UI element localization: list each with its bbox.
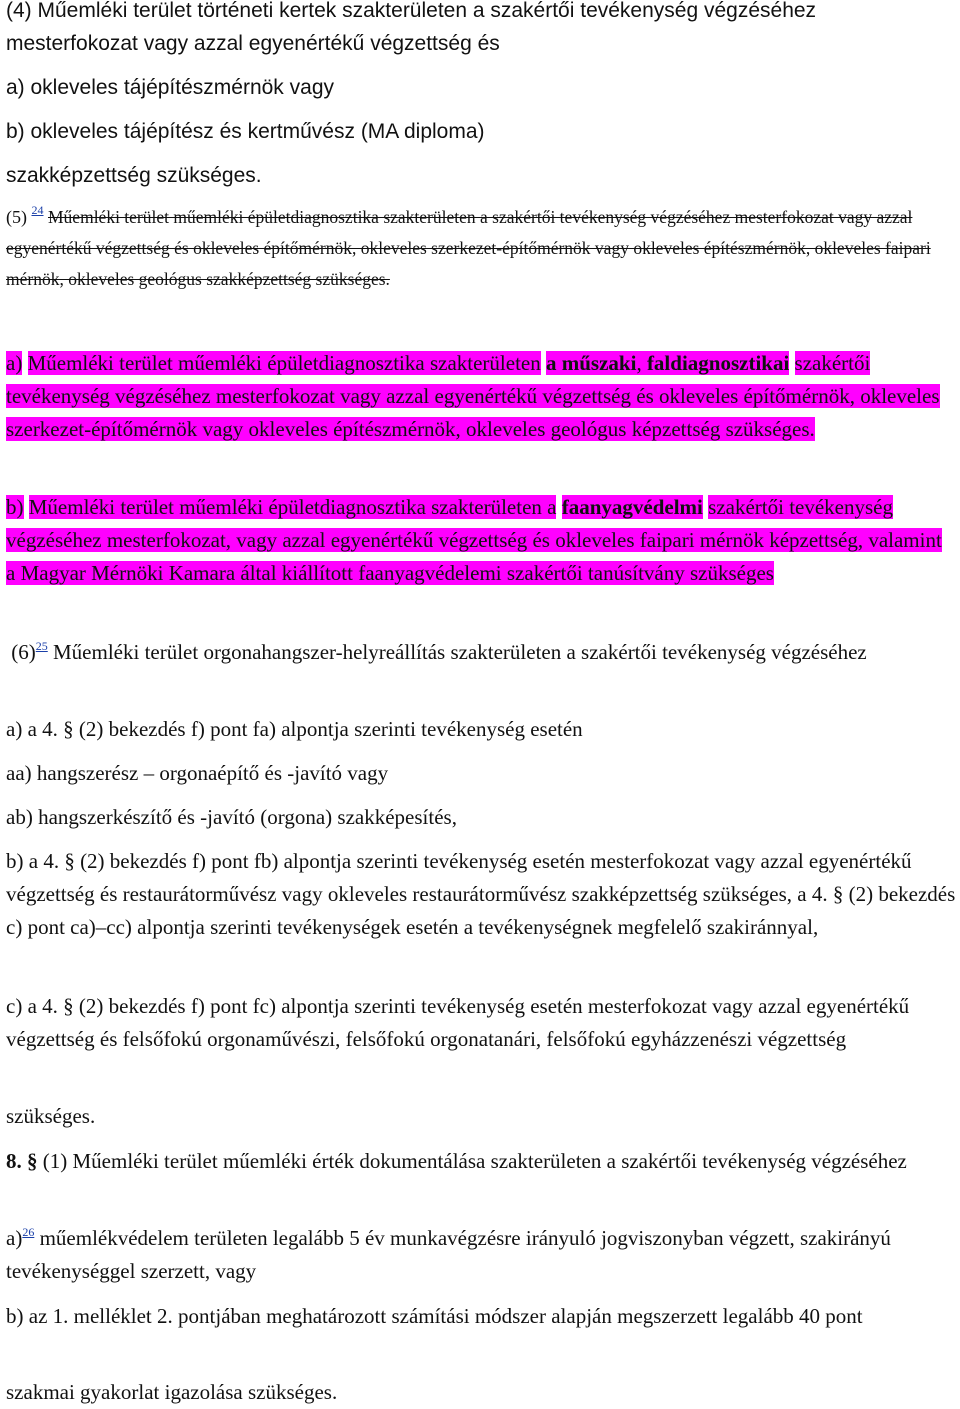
item-a-text-1: Műemléki terület műemléki épületdiagnosztika szakterületen — [27, 351, 541, 375]
section-8-item-a — [6, 1222, 956, 1288]
item-a-bold-1: a műszaki — [546, 351, 637, 375]
paragraph-b-highlighted — [6, 491, 956, 590]
paragraph-4-line-1: (4) Műemléki terület történeti kertek szakterületen a szakértői tevékenység végzéséhez — [6, 0, 817, 22]
item-b-text-1: Műemléki terület műemléki épületdiagnosztika szakterületen a — [28, 495, 557, 519]
footnote-26-link[interactable]: 26 — [22, 1225, 35, 1239]
paragraph-6-item-ab: ab) hangszerkészítő és -javító (orgona) szakképesítés, — [6, 805, 457, 829]
paragraph-a-highlighted — [6, 347, 956, 446]
paragraph-6-end: szükséges. — [6, 1104, 96, 1128]
paragraph-6-item-b: b) a 4. § (2) bekezdés f) pont fb) alpontja szerinti tevékenység esetén mesterfokozat vagy azzal egyenértékű végzettség és restaurátorművész vagy okleveles restaurátorművész szakképzettség szükséges, a 4. § (2) bekezdés c) pont ca)–cc) alpontja szerinti tevékenységek esetén a tevékenységnek megfelelő szakiránnyal, — [6, 849, 956, 939]
section-8-text: (1) Műemléki terület műemléki érték dokumentálása szakterületen a szakértői tevékenység végzéséhez — [42, 1149, 907, 1173]
section-8-end: szakmai gyakorlat igazolása szükséges. — [6, 1380, 338, 1404]
section-8-intro — [6, 1145, 956, 1178]
paragraph-6-item-a: a) a 4. § (2) bekezdés f) pont fa) alpontja szerinti tevékenység esetén — [6, 717, 583, 741]
paragraph-6-item-aa: aa) hangszerész – orgonaépítő és -javító vagy — [6, 761, 389, 785]
item-b-prefix: b) — [6, 495, 24, 519]
paragraph-4-item-a: a) okleveles tájépítészmérnök vagy — [6, 76, 334, 99]
item-a-text-2: szakértői tevékenység végzéséhez mesterfokozat vagy azzal egyenértékű végzettség és okleveles építőmérnök, okleveles szerkezet-építőmérnök vagy okleveles építészmérnök, okleveles geológus képzettség szükséges. — [6, 351, 940, 441]
item-a-bold-2: faldiagnosztikai — [646, 351, 790, 375]
paragraph-6-intro — [6, 636, 956, 669]
item-a-prefix: a) — [6, 351, 23, 375]
paragraph-5-text: Műemléki terület műemléki épületdiagnosztika szakterületen a szakértői tevékenység végzéséhez mesterfokozat vagy azzal egyenértékű végzettség és okleveles építőmérnök, okleveles szerkezet-építőmérnök vagy okleveles építészmérnök, okleveles faipari mérnök, okleveles geológus szakképzettség szükséges. — [6, 207, 931, 289]
paragraph-5-repealed — [6, 202, 956, 295]
paragraph-5-number: (5) — [6, 207, 27, 227]
footnote-25-link[interactable]: 25 — [35, 639, 48, 653]
section-8-item-b: b) az 1. melléklet 2. pontjában meghatározott számítási módszer alapján megszerzett legalább 40 pont — [6, 1304, 863, 1328]
paragraph-4-item-b: b) okleveles tájépítész és kertművész (MA diploma) — [6, 120, 485, 143]
paragraph-6-text: Műemléki terület orgonahangszer-helyreállítás szakterületen a szakértői tevékenység végzéséhez — [53, 640, 867, 664]
item-b-text-2: szakértői tevékenység végzéséhez mesterfokozat, vagy azzal egyenértékű végzettség és okleveles faipari mérnök képzettség, valamint a Magyar Mérnöki Kamara által kiállított faanyagvédelemi szakértői tanúsítvány szükséges — [6, 495, 942, 585]
paragraph-4-line-2: mesterfokozat vagy azzal egyenértékű végzettség és — [6, 32, 500, 55]
item-a-separator: , — [636, 351, 642, 375]
paragraph-4-end: szakképzettség szükséges. — [6, 164, 262, 187]
section-8-item-a-prefix: a) — [6, 1226, 23, 1250]
item-b-bold: faanyagvédelmi — [561, 495, 703, 519]
paragraph-6-number: (6) — [11, 640, 36, 664]
section-8-number: 8. § — [6, 1149, 38, 1173]
section-8-item-a-text: műemlékvédelem területen legalább 5 év munkavégzésre irányuló jogviszonyban végzett, szakirányú tevékenységgel szerzett, vagy — [6, 1226, 891, 1283]
paragraph-6-item-c: c) a 4. § (2) bekezdés f) pont fc) alpontja szerinti tevékenység esetén mesterfokozat vagy azzal egyenértékű végzettség és felsőfokú orgonaművészi, felsőfokú orgonatanári, felsőfokú egyházzenészi végzettség — [6, 994, 910, 1051]
footnote-24-link[interactable]: 24 — [31, 203, 44, 217]
